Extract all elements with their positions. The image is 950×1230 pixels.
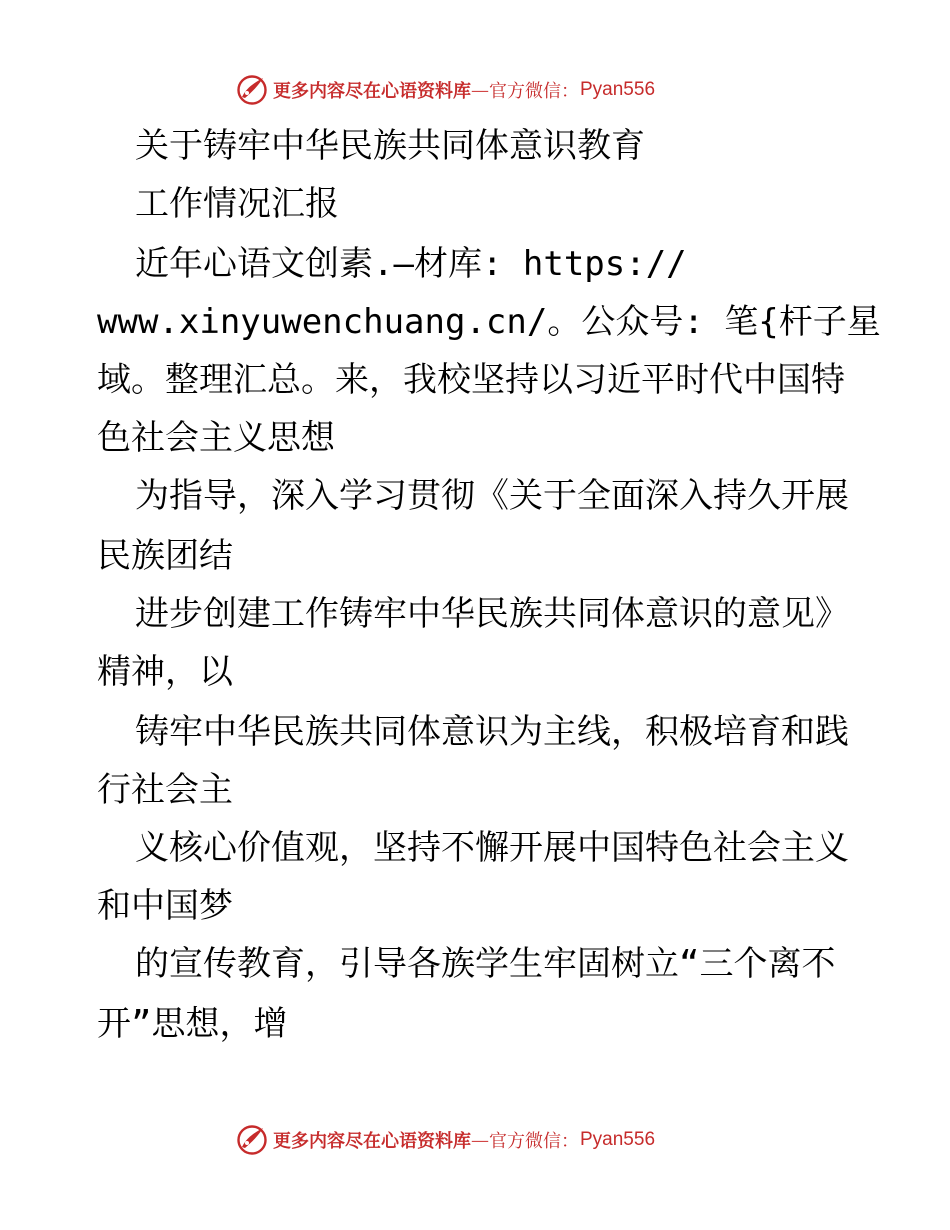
footer-label: 官方微信： <box>489 1131 579 1152</box>
footer-banner <box>235 1120 655 1160</box>
brush-circle-logo-icon <box>235 1123 269 1157</box>
document-title-line-1: 关于铸牢中华民族共同体意识教育 <box>135 126 645 166</box>
document-line: 民族团结 <box>97 536 233 576</box>
document-title-line-2: 工作情况汇报 <box>135 184 339 224</box>
header-account: Pyan556 <box>580 79 656 100</box>
document-line: 开”思想，增 <box>97 1004 288 1044</box>
document-line: www.xinyuwenchuang.cn/。公众号: 笔{杆子星 <box>97 302 881 342</box>
document-line: 域。整理汇总。来，我校坚持以习近平时代中国特 <box>97 360 845 400</box>
document-line: 的宣传教育，引导各族学生牢固树立“三个离不 <box>135 944 836 984</box>
document-line: 近年心语文创素.—材库: https:// <box>135 244 687 284</box>
footer-dash: — <box>471 1129 489 1151</box>
header-brand-text: 更多内容尽在心语资料库 <box>273 81 471 102</box>
header-dash: — <box>471 79 489 101</box>
document-line: 和中国梦 <box>97 886 233 926</box>
document-line: 色社会主义思想 <box>97 418 335 458</box>
document-line: 义核心价值观，坚持不懈开展中国特色社会主义 <box>135 828 849 868</box>
document-line: 铸牢中华民族共同体意识为主线，积极培育和践 <box>135 712 849 752</box>
document-line: 进步创建工作铸牢中华民族共同体意识的意见》 <box>135 594 849 634</box>
document-line: 精神，以 <box>97 652 233 692</box>
footer-account: Pyan556 <box>580 1129 656 1150</box>
footer-brand-text: 更多内容尽在心语资料库 <box>273 1131 471 1152</box>
header-label: 官方微信： <box>489 81 579 102</box>
document-line: 行社会主 <box>97 770 233 810</box>
document-line: 为指导，深入学习贯彻《关于全面深入持久开展 <box>135 476 849 516</box>
